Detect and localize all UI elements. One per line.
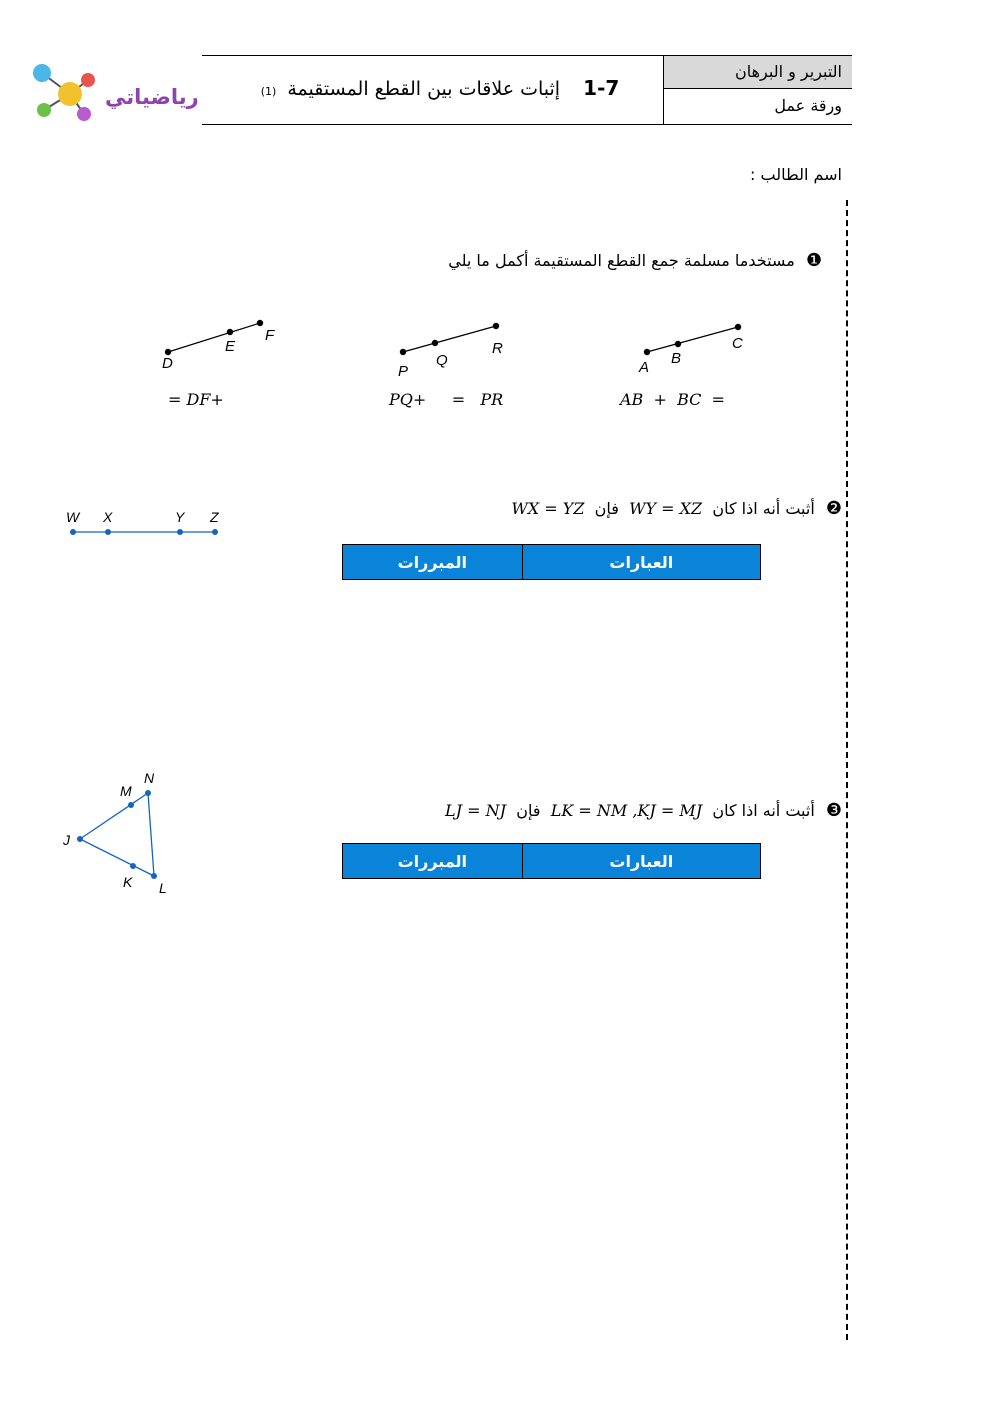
label-w: W (66, 509, 80, 525)
lesson-title (230, 76, 650, 100)
label-r: R (492, 340, 503, 357)
q3-prompt (342, 800, 842, 821)
label-p: P (398, 363, 409, 380)
logo-graphic (30, 58, 199, 128)
subject-cell (664, 56, 852, 89)
point-j (77, 836, 83, 842)
point-y (177, 529, 183, 535)
q2-reasons-header: المبررات (343, 545, 523, 580)
q2-number: ❷ (825, 498, 842, 519)
point-x (105, 529, 111, 535)
label-l: L (159, 880, 167, 896)
point-w (70, 529, 76, 535)
label-e: E (225, 338, 236, 355)
q2-prompt (342, 498, 842, 519)
student-name-label: اسم الطالب : (750, 165, 842, 184)
point-c (735, 324, 741, 330)
label-m: M (120, 783, 132, 799)
q1-prompt (322, 250, 822, 271)
margin-dashed-line (846, 200, 848, 1340)
q2-conclusion: WX = YZ (511, 499, 585, 518)
q2-then: فإن (594, 499, 619, 518)
q3-proof-table (342, 843, 761, 879)
point-q (432, 340, 438, 346)
q2-proof-table (342, 544, 761, 580)
point-p (400, 349, 406, 355)
q1-figure-abc (630, 315, 770, 380)
logo-text: رياضياتي (105, 85, 199, 109)
label-b: B (671, 350, 682, 367)
label-f: F (265, 327, 275, 344)
q1-text: مستخدما مسلمة جمع القطع المستقيمة أكمل ما يلي (448, 251, 795, 270)
label-k: K (123, 874, 133, 890)
label-c: C (732, 335, 743, 352)
q1-number: ❶ (805, 250, 822, 271)
lesson-name: إثبات علاقات بين القطع المستقيمة (287, 78, 561, 100)
point-f (257, 320, 263, 326)
doc-type-cell (664, 89, 852, 123)
q3-figure-triangle (55, 765, 185, 900)
q3-number: ❸ (825, 800, 842, 821)
q2-given: WY = XZ (629, 499, 703, 518)
q1-equation-def: = DF+ (168, 390, 224, 409)
q2-statements-header: العبارات (522, 545, 760, 580)
label-a: A (639, 359, 650, 376)
lesson-number: 1-7 (583, 76, 620, 100)
label-z: Z (210, 509, 219, 525)
label-j: J (63, 832, 70, 848)
q1-equation-abc: AB + BC = (620, 390, 725, 409)
q3-given: LK = NM ,KJ = MJ (550, 801, 703, 820)
q2-text-prefix: أثبت أنه اذا كان (712, 499, 815, 518)
point-e (227, 329, 233, 335)
logo (30, 58, 199, 128)
doc-type-label: ورقة عمل (774, 96, 842, 115)
point-l (151, 873, 157, 879)
point-n (145, 790, 151, 796)
q1-figure-pqr (390, 315, 530, 380)
point-r (493, 323, 499, 329)
q3-conclusion: LJ = NJ (445, 801, 507, 820)
q1-figure-def (150, 310, 290, 375)
q3-statements-header: العبارات (522, 844, 760, 879)
q1-equation-pqr: PQ+ = PR (389, 390, 504, 409)
q2-figure-wxyz (60, 505, 240, 545)
subject-label: التبرير و البرهان (734, 62, 842, 81)
q3-text-prefix: أثبت أنه اذا كان (712, 801, 815, 820)
label-d: D (162, 355, 173, 372)
label-y: Y (175, 509, 185, 525)
point-m (128, 802, 134, 808)
label-q: Q (436, 352, 448, 369)
point-k (130, 863, 136, 869)
label-x: X (103, 509, 113, 525)
point-b (675, 341, 681, 347)
point-z (212, 529, 218, 535)
q3-then: فإن (516, 801, 541, 820)
q3-reasons-header: المبررات (343, 844, 523, 879)
point-a (644, 349, 650, 355)
label-n: N (144, 770, 155, 786)
lesson-part: (1) (260, 85, 277, 98)
